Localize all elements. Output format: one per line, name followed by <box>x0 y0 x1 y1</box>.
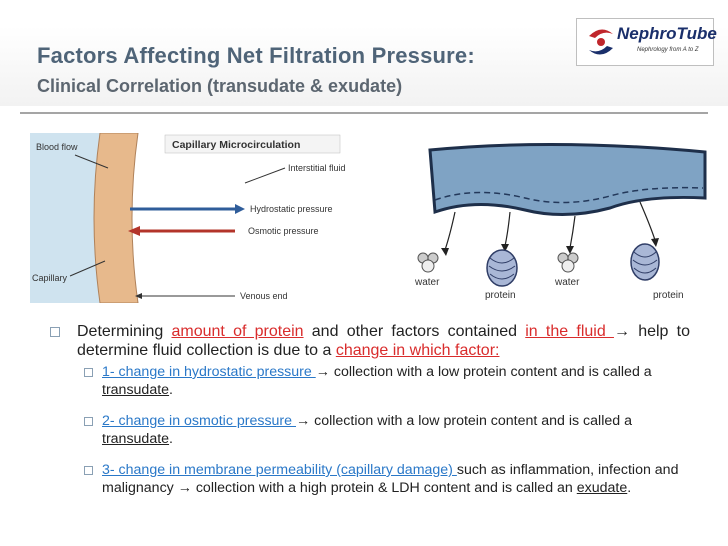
water-label-1: water <box>415 277 440 288</box>
item2-end: . <box>169 430 173 447</box>
highlight-change-factor: change in which factor: <box>335 342 500 359</box>
item1-end: . <box>169 381 173 398</box>
item2-term: transudate <box>102 430 170 447</box>
highlight-amount-of-protein: amount of protein <box>171 323 304 340</box>
bullet-square-icon <box>84 417 93 426</box>
blood-flow-label: Blood flow <box>36 142 78 152</box>
osmotic-link: 2- change in osmotic pressure <box>102 413 296 429</box>
bullet-square-icon <box>50 327 60 337</box>
permeability-link: 3- change in membrane permeability (capillary damage) <box>102 462 457 478</box>
main-text-5: → help to determine fluid collection is due to a <box>77 323 691 359</box>
logo-swirl-icon <box>581 22 621 62</box>
item2-text: → collection with a low protein content and is called a <box>296 413 632 429</box>
osmotic-pressure-label: Osmotic pressure <box>248 226 319 236</box>
nephrotube-logo <box>576 18 717 66</box>
main-text-3: and other factors contained <box>303 323 526 340</box>
logo-tagline: Nephrology from A to Z <box>637 47 699 53</box>
bullet-square-icon <box>84 466 93 475</box>
sub-bullet-permeability <box>44 462 690 497</box>
bullet-square-icon <box>84 368 93 377</box>
item3-text: such as inflammation, infection and malignancy → collection with a high protein & LDH content and is called an <box>102 462 679 496</box>
capillary-label: Capillary <box>32 273 68 283</box>
item3-end: . <box>627 479 632 496</box>
sub-bullet-hydrostatic <box>44 364 690 399</box>
water-label-2: water <box>555 277 580 288</box>
protein-molecule-icon <box>631 244 659 280</box>
item1-term: transudate <box>102 381 170 398</box>
hydrostatic-link: 1- change in hydrostatic pressure <box>102 364 316 380</box>
capillary-microcirculation-figure <box>30 133 395 303</box>
water-molecule-icon <box>558 253 578 272</box>
bullet-list <box>44 322 690 497</box>
title-divider <box>20 112 708 114</box>
highlight-in-the-fluid: in the fluid <box>525 323 614 340</box>
logo-name: NephroTube <box>617 24 717 43</box>
hydrostatic-pressure-label: Hydrostatic pressure <box>250 204 333 214</box>
sub-bullet-osmotic <box>44 413 690 448</box>
slide-subtitle: Clinical Correlation (transudate & exudate) <box>37 76 403 96</box>
item3-term: exudate <box>576 479 628 496</box>
figure-heading: Capillary Microcirculation <box>172 139 301 151</box>
main-bullet <box>44 322 690 360</box>
protein-molecule-icon <box>487 250 517 286</box>
venous-end-label: Venous end <box>240 291 288 301</box>
protein-label-2: protein <box>653 290 684 301</box>
water-molecule-icon <box>418 253 438 272</box>
vessel-protein-figure <box>405 140 710 305</box>
interstitial-fluid-label: Interstitial fluid <box>288 163 346 173</box>
item1-text: → collection with a low protein content and is called a <box>315 364 652 380</box>
slide-title: Factors Affecting Net Filtration Pressure: <box>37 43 475 68</box>
main-text-1: Determining <box>77 323 172 340</box>
protein-label-1: protein <box>485 290 516 301</box>
